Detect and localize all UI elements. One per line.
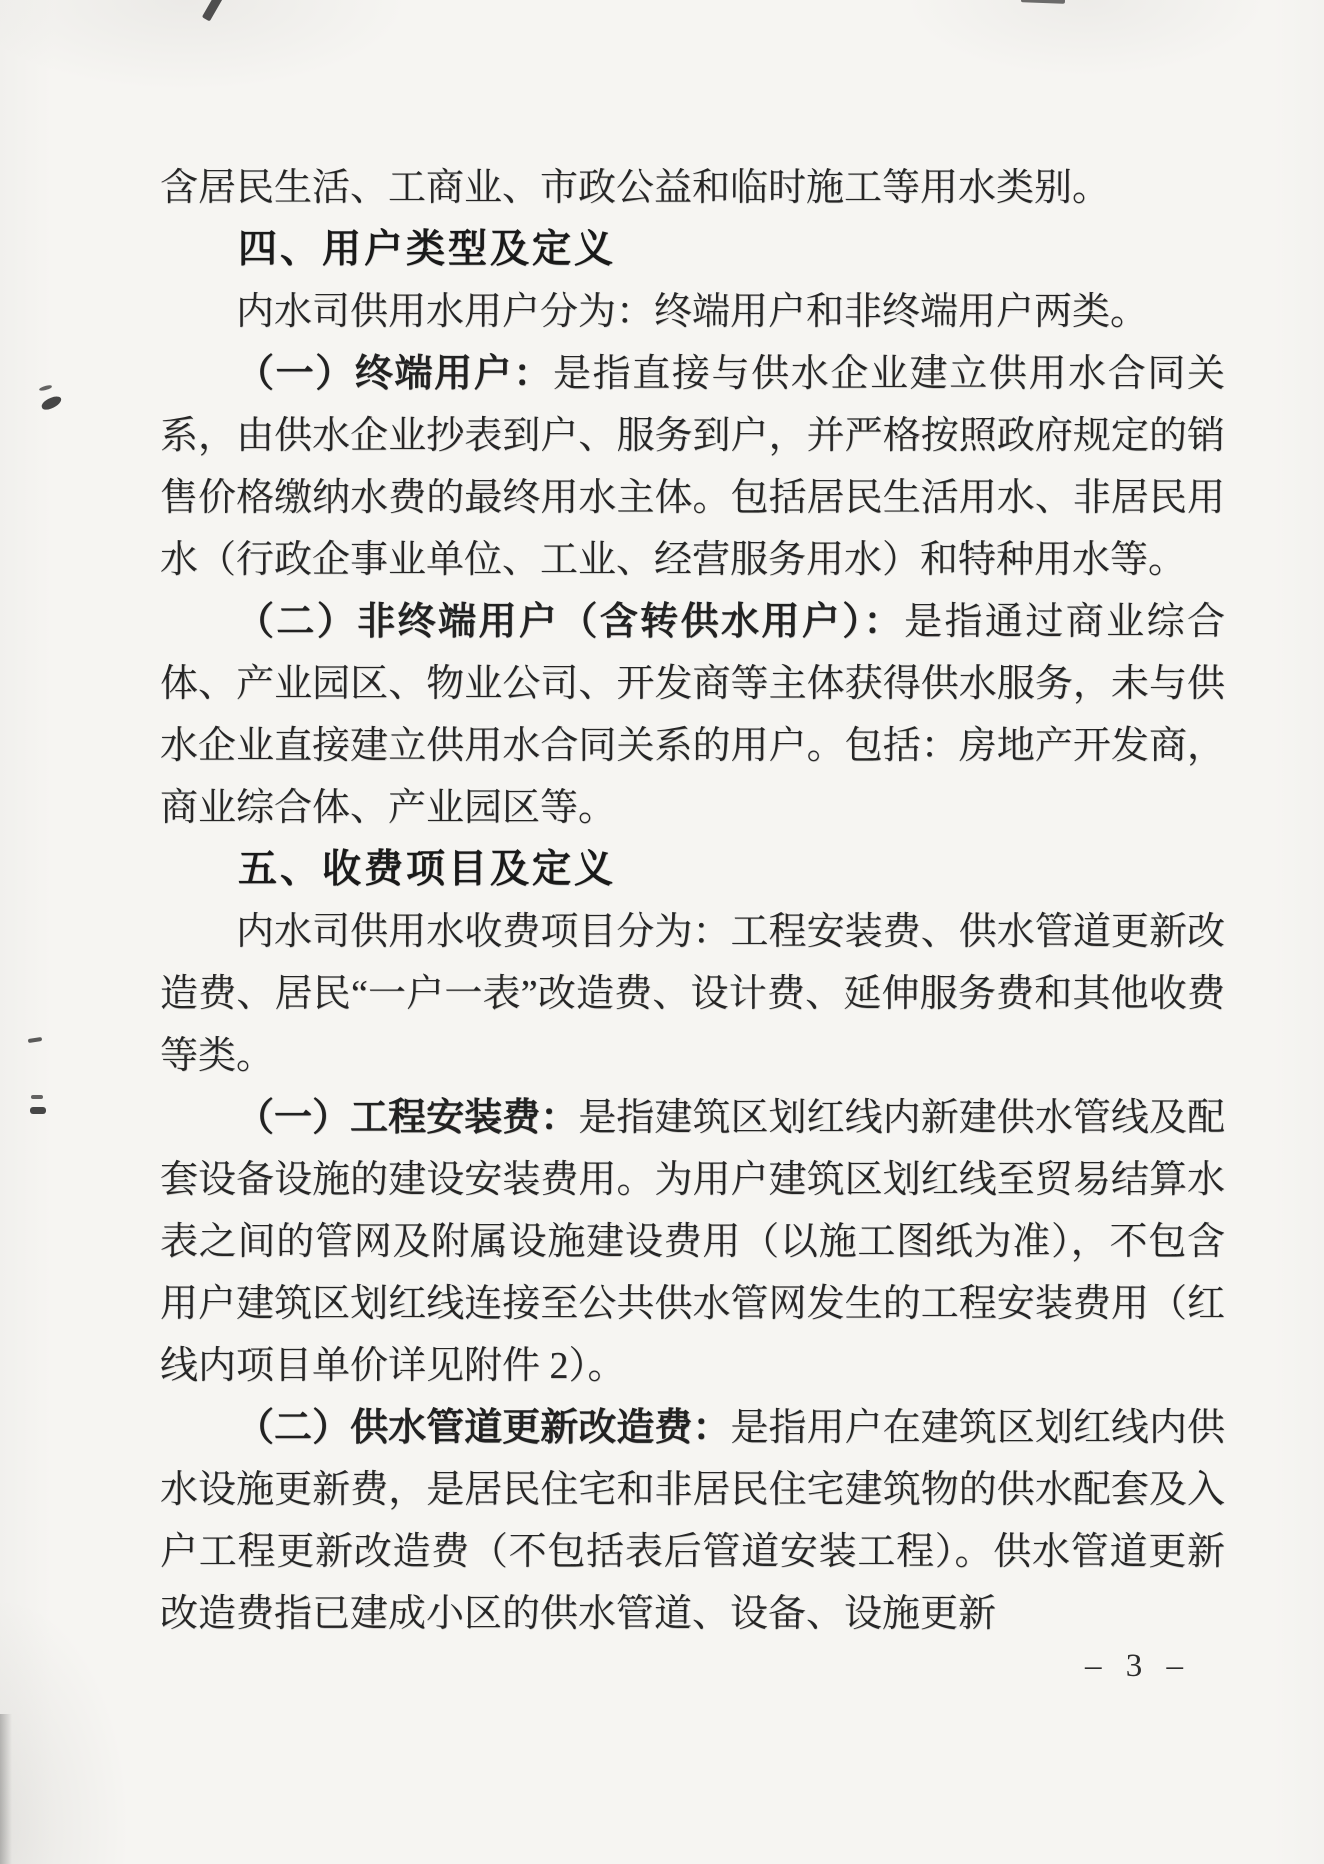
paragraph-lead: （二）非终端用户（含转供水用户）： (236, 601, 905, 643)
paragraph-pipe-renewal-fee (160, 1397, 1225, 1645)
scan-artifact (0, 1714, 12, 1864)
scan-artifact (39, 384, 53, 391)
paragraph-user-split: 内水司供用水用户分为：终端用户和非终端用户两类。 (236, 291, 1149, 333)
paragraph-text: 是指建筑区划红线内新建供水管线及配套设备设施的建设安装费用。为用户建筑区划红线至贸易结算水表之间的管网及附属设施建设费用（以施工图纸为准），不包含用户建筑区划红线连接至公共供水管网发生的工程安装费用（红线内项目单价详见附件 2）。 (160, 1097, 1225, 1387)
scan-artifact (202, 0, 223, 21)
page-number: – 3 – (1085, 1648, 1191, 1684)
scan-artifact (28, 1037, 42, 1043)
paragraph-fee-split: 内水司供用水收费项目分为：工程安装费、供水管道更新改造费、居民“一户一表”改造费、设计费、延伸服务费和其他收费等类。 (160, 911, 1225, 1077)
scan-artifact (31, 1095, 43, 1099)
paragraph-continuation: 含居民生活、工商业、市政公益和临时施工等用水类别。 (160, 167, 1111, 209)
scan-artifact (30, 1107, 46, 1114)
paragraph-text: 是指用户在建筑区划红线内供水设施更新费，是居民住宅和非居民住宅建筑物的供水配套及入户工程更新改造费（不包括表后管道安装工程）。供水管道更新改造费指已建成小区的供水管道、设备、设施更新 (160, 1407, 1225, 1635)
scan-artifact (40, 394, 63, 411)
scan-artifact (1021, 0, 1065, 4)
section-heading-user-types: 四、用户类型及定义 (238, 228, 617, 271)
section-heading-fee-items: 五、收费项目及定义 (238, 848, 617, 891)
paragraph-text: 是指通过商业综合体、产业园区、物业公司、开发商等主体获得供水服务，未与供水企业直接建立供用水合同关系的用户。包括：房地产开发商，商业综合体、产业园区等。 (160, 601, 1225, 829)
paragraph-lead: （一）终端用户： (236, 353, 553, 395)
paragraph-text: 是指直接与供水企业建立供用水合同关系，由供水企业抄表到户、服务到户，并严格按照政府规定的销售价格缴纳水费的最终用水主体。包括居民生活用水、非居民用水（行政企事业单位、工业、经营服务用水）和特种用水等。 (160, 353, 1225, 581)
paragraph-lead: （二）供水管道更新改造费： (236, 1407, 731, 1449)
paragraph-terminal-user (160, 343, 1225, 591)
document-body (160, 157, 1225, 1645)
paragraph-non-terminal-user (160, 591, 1225, 839)
paragraph-installation-fee (160, 1087, 1225, 1397)
paragraph-lead: （一）工程安装费： (236, 1097, 579, 1139)
